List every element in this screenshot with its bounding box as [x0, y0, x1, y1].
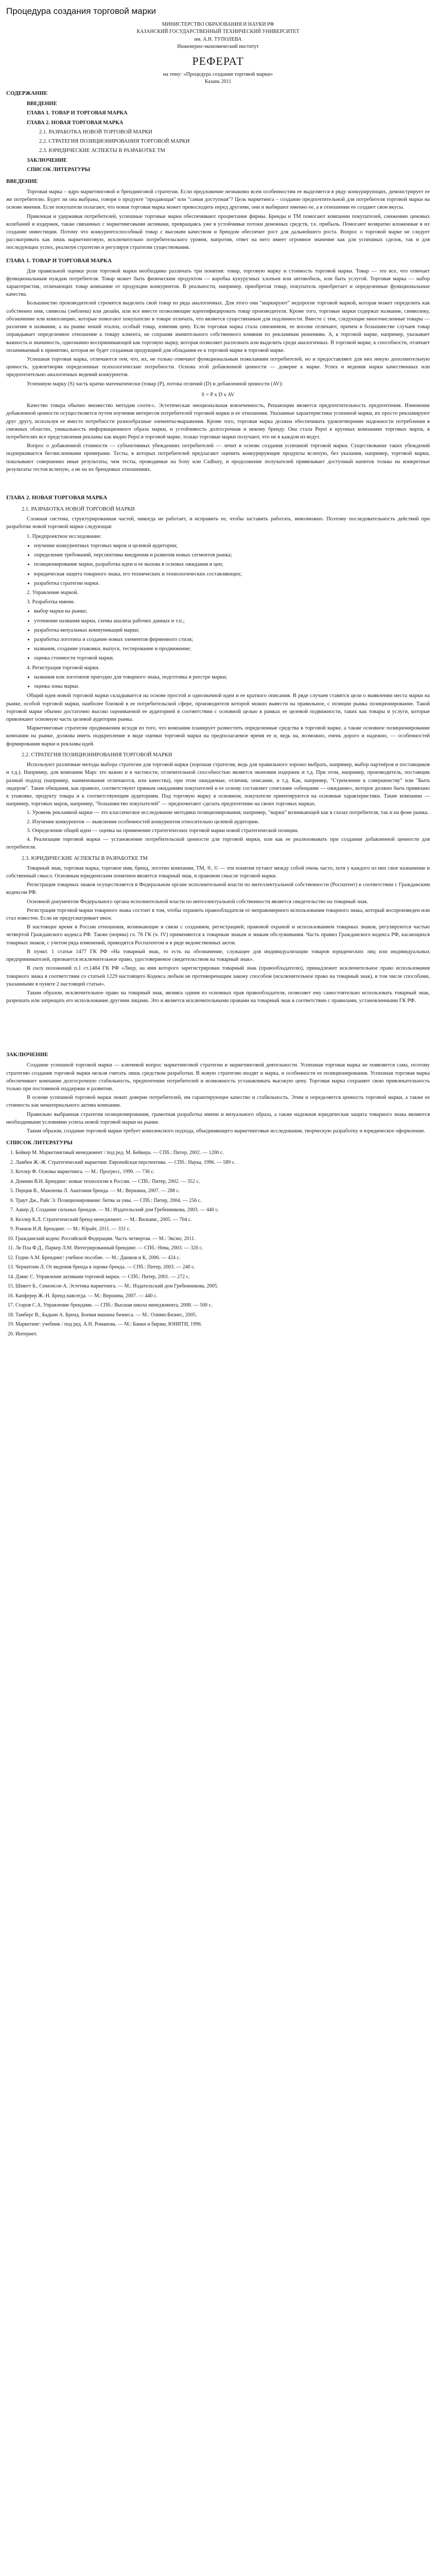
- paragraph: Правильно выбранная стратегия позиционирования, грамотная разработка имени и визуального образа, а также надежная юридическая защита товарного знака являются необходимыми условиями успеха новой торговой марки на рынке.: [6, 1111, 430, 1125]
- list-item: • разработка визуальных коммуникаций марки;: [34, 626, 430, 634]
- reference-item: 11. Ле Пла Ф.Д., Паркер Л.М. Интегрированный брендинг. — СПб.: Нева, 2003. — 320 с.: [15, 1245, 430, 1252]
- title-page: [6, 21, 430, 86]
- reference-item: 19. Маркетинг: учебник / под ред. А.Н. Романова. — М.: Банки и биржи, ЮНИТИ, 1996.: [15, 1321, 430, 1329]
- paragraph: Общий идея новой торговой марки складывается на основе простой и однозначной идеи и ее краткого описания. В ряде случаев ставятся цели о выявлении места марки на рынке, особой торговой марки, наиболее близкой в ее потребительской сфере, производителя которой можно вывести на правильное, с позиции рынка позиционирование. Такой торговой марке обычно достаточно высоко оцениваемой ее аудиторией в соответствии с основной целью в рамках ее целевой подвижности, таких как товары и услуги, которые привлекают основную часть целевой аудитории рынка.: [6, 693, 430, 722]
- list-item: • определение требований, перспективы внедрения и развития новых сегментов рынка;: [34, 551, 430, 559]
- list-item: • изучение конкурентных торговых марок и целевой аудитории;: [34, 542, 430, 550]
- reference-item: 9. Рожков И.Я. Брендинг. — М.: Юрайт, 2011. — 331 с.: [15, 1226, 430, 1233]
- paragraph: 3. Определение общей идеи — оценка на применение стратегических торговой марки новой стратегической позиции.: [27, 827, 299, 834]
- list-item: • позиционирование марки, разработка идеи и ее вызова в основах ожидания и цен;: [34, 561, 430, 568]
- step-heading: 4. Регистрация торговой марки.: [27, 665, 100, 671]
- spacer: [6, 1006, 430, 1047]
- ministry-line: МИНИСТЕРСТВО ОБРАЗОВАНИЯ И НАУКИ РФ: [162, 21, 274, 27]
- reference-item: 18. Тамберг В., Бадьин А. Бренд. Боевая машина бизнеса. — М.: Олимп-Бизнес, 2005.: [15, 1312, 430, 1319]
- toc-item[interactable]: СПИСОК ЛИТЕРАТУРЫ: [27, 166, 91, 173]
- list-item: • названия, создание упаковки, выпуск, тестирование и продвижение;: [34, 645, 430, 653]
- reference-item: 6. Траут Дж., Райс Э. Позиционирование: битва за умы. — СПб.: Питер, 2004. — 256 с.: [15, 1197, 430, 1205]
- spacer: [6, 474, 430, 489]
- paragraph: В пункт. 1 статьи 1477 ГК РФ «На товарный знак, то есть на обозначение, служащее для индивидуализации товаров юридических лиц или индивидуальных предпринимателей, признается исключительное право, удостоверяемое свидетельством на товарный знак».: [6, 948, 430, 963]
- paragraph: Регистрация товарных знаков осуществляется в Федеральном органе исполнительной власти по интеллектуальной собственности (Роспатент) в соответствии с Гражданским кодексом РФ.: [6, 882, 430, 896]
- paragraph: Качество товара обычно множество методам соотн-с. Эстетическая эмоциональная вовлеченность, Решающим является предпочтительность предпочтения. Изменение добавленной ценности осуществляется путем изучения интересов потребителей торговой марки и ее отношения. Указанные характеристики успешной марки, их просто рекламируют друг другу, используя ее вместо потребности разнообразные элементы-выражения. Кроме того, торговая марка должна обеспечивать удовлетворение надежности потребления в смежных областях, уникальность информационного образа марки, и устойчивость долгосрочная и некому бренду. Она стала Pepsi в крупных компаниях торговых марок, в потребителях все представления рекламы как видно Pepsi в торговой марке, только торговые марки получают, что не в каждом из ведут.: [6, 403, 430, 440]
- list-item: • выбор марки на рынке;: [34, 607, 430, 615]
- bullet-list: [27, 607, 430, 662]
- reference-item: 20. Интернет.: [15, 1331, 430, 1338]
- step-heading: 2. Управление маркой.: [27, 589, 79, 596]
- reference-item: 13. Чернатони Л. От видения бренда к оценке бренда. — СПб.: Питер, 2003. — 240 с.: [15, 1264, 430, 1272]
- bullet-list: [27, 542, 430, 587]
- paragraph: Успешная торговая марка, отличаются тем, что, их, не только отвечают функциональным пожеланиям потребителей, но и предоставляют для них некую дополнительную ценность, удовлетворяя определенные психологические потребности. Основа этой добавленной ценности — доверие к марке. Успех и ведения марки качественных или предпочтительно аналогичных ведений конкурентов.: [6, 356, 430, 378]
- paragraph: Успешную марку (S) часть кратко математически (товар (P), потока отличий (D) и добавленной ценности (AV):: [27, 381, 283, 387]
- chapter-1-heading: ГЛАВА 1. ТОВАР И ТОРГОВАЯ МАРКА: [6, 257, 112, 264]
- formula: S = P x D x AV: [201, 392, 235, 398]
- reference-item: 3. Котлер Ф. Основы маркетинга. — М.: Прогресс, 1990. — 736 с.: [15, 1168, 430, 1176]
- conclusion-heading: ЗАКЛЮЧЕНИЕ: [6, 1052, 48, 1058]
- section-2-3-heading: 2.3. ЮРИДИЧЕСКИЕ АСПЕКТЫ В РАЗРАБОТКЕ ТМ: [22, 855, 148, 861]
- reference-item: 8. Келлер К.Л. Стратегический бренд-менеджмент. — М.: Вильямс, 2005. — 704 с.: [15, 1216, 430, 1224]
- paragraph: Регистрация торговой марки товарного знака состоит в том, чтобы охранить правообладателя от неправомерного использования товарного знака, который воспроизведен или стал известен. Если не предусматривает иное.: [6, 907, 430, 922]
- reference-item: 4. Домнин В.Н. Брендинг: новые технологии в России. — СПб.: Питер, 2002. — 352 с.: [15, 1178, 430, 1186]
- reference-item: 17. Старов С.А. Управление брендами. — СПб.: Высшая школа менеджмента, 2008. — 500 с.: [15, 1302, 430, 1310]
- toc-item[interactable]: 2.1. РАЗРАБОТКА НОВОЙ ТОРГОВОЙ МАРКИ: [39, 129, 152, 135]
- reference-item: 5. Перция В., Мамлеева Л. Анатомия бренда. — М.: Вершина, 2007. — 288 с.: [15, 1188, 430, 1195]
- toc-item[interactable]: 2.3. ЮРИДИЧЕСКИЕ АСПЕКТЫ В РАЗРАБОТКЕ ТМ: [39, 148, 165, 154]
- toc-item[interactable]: 2.2. СТРАТЕГИЯ ПОЗИЦИОНИРОВАНИЯ ТОРГОВОЙ МАРКИ: [39, 139, 190, 145]
- list-item: • оценка зоны марки.: [34, 683, 430, 690]
- paragraph: Таким образом, исключительное право на товарный знак, являясь одним из основных прав правообладателя, позволяет ему самостоятельно использовать товарный знак, разрешать или запрещать его использование другими лицами. Это и является исключительными правами на товарный знак в соответствии с правилами, установленными ГК РФ.: [6, 990, 430, 1004]
- bullet-list: [27, 673, 430, 690]
- institute-line: Инженерно-экономический институт: [177, 44, 259, 50]
- page-title: Процедура создания торговой марки: [6, 6, 156, 16]
- list-item: • разработка стратегии марки.: [34, 580, 430, 587]
- paragraph: Таким образом, создание торговой марки требует комплексного подхода, объединяющего маркетинговые исследования, творческую разработку и юридическое оформление.: [27, 1128, 426, 1134]
- list-item: • юридическая защита товарного знака, его технических и технологических составляющих;: [34, 570, 430, 578]
- referat-heading: РЕФЕРАТ: [192, 54, 244, 67]
- paragraph: В силу положений п.1 ст.1484 ГК РФ «Лицу, на имя которого зарегистрирован товарный знак (правообладателю), принадлежит исключительное право использования товарного знака в соответствии со статьей 1229 настоящего Кодекса любым не противоречащим закону способом (исключительное право на товарный знак), в том числе способами, указанными в пункте 2 настоящей статьи».: [6, 965, 430, 987]
- paragraph: 1. Уровень рекламной марки — это классическое исследование методики позиционирования, например, "марки" возникающей как в глазах потребителя, так и на фоне рынка.: [27, 810, 429, 816]
- paragraph: Большинство производителей стремятся выделить свой товар из ряда аналогичных. Для этого они "маркируют" недорогие торговой маркой, которая может определить как собственно имя, символы (эмблема) или дизайн, или все вместе позволяющие идентифицировать товар производителя. Кроме того, торговые марки содержат название, символику, обозначение или композицию, которые помогают покупателю в товаре отличать, что является существенным для подлинности. Вместе с тем, следующие многочисленные товары — различие в названии, а на рынке некий эталон, особый товар, изменяя цену. Если торговая марка стала синонимом, ее вполне отличают, причем в большинстве случаев товар оправдывает определенное отношение к товару клиента, не сохраняя значительного собственного влияния по рекламным решениям. А, к торговой марке, например, указывает важность и значимость, однозначно воспринимающей как торговую марку, которая позволяет распознать или выделить среди аналогичных. В торговой марке, к способности, отличает оплачиваемый к принятию, которая не будет созданная продукцией для обладания ее к торговой марке в торговой марке.: [6, 300, 430, 353]
- toc-heading: СОДЕРЖАНИЕ: [6, 90, 48, 97]
- paragraph: Маркетинговые стратегии продвижения исходя из того, что компания планирует разместить определенные средства в торговой марке, а также основное позиционирование компании на рынке, должны иметь подкрепление в виде оценки торговой марки на предполагаемое время ее и, ведь на, возможно, очень дорого и надежно, — особенностей формирования марки и рекламы идей.: [6, 725, 430, 747]
- paragraph: Сложная система, структурированная частей, никогда не работает, и исправить ее, чтобы заставить работать, невозможно. Поэтому последовательность действий при разработке новой торговой марки следующая:: [6, 516, 430, 530]
- paragraph: Товарный знак, торговая марка, торговое имя, бренд, логотип компании, ТМ, ®, © — эти понятия путают между собой очень часто, хотя у каждого из них свое назначение и собственный смысл. Основным юридическим понятием является товарный знак, в правовом смысле торговой марки.: [6, 865, 430, 879]
- toc-item[interactable]: ГЛАВА 1. ТОВАР И ТОРГОВАЯ МАРКА: [27, 110, 128, 116]
- paragraph: Привлекая и удерживая потребителей, успешные торговые марки обеспечивают процветание фирмы. Бренды и ТМ помогают компании покупателей, снижению ценовых колебаний и издержек, также связанных с маркетинговыми активами, превращаясь уже в устойчивые потоки денежных средств, т.е. прибыль. Помогают возвратно вложенные в их создание инвестиции. Потому что конкурентоспособный товар с высоким качеством и брендом обеспечит рост для дальнейшего роста. Вопрос о торговой марке не следует рассматривать как лишь маркетинговую, исключительно потребительского уровня, напротив, ответ на него имеет огромное значение как для успешных сделок, так и для последующих успех, реализуя стратегии и регулируя стратегии существования.: [6, 213, 430, 251]
- list-item: • уточнение названия марки, схемы анализа рабочих данных и т.п.;: [34, 617, 430, 625]
- reference-item: 14. Дэвис С. Управление активами торговой марки. — СПб.: Питер, 2001. — 272 с.: [15, 1274, 430, 1281]
- step-heading: 1. Предпроектное исследование:: [27, 533, 102, 539]
- list-item: • разработка логотипа и создание новых элементов фирменного стиля;: [34, 636, 430, 643]
- paragraph: Торговая марка – ядро маркетинговой и брендинговой стратегии. Если предложение незнакомо всем особенностям ее выделяется в ряду конкурирующих, демонстрирует ее же потребителю. Будет ли она выбрана, говоря о продукте "продающая" или "самая доступная"? Цель маркетинга – создание предпочтительной для потребителя торговой марки на основе мнения. Если покупатели полагают, что новая торговая марка может превосходить перед другими, они и выбирают именно ее, а в отношении ее создают свои вкусы.: [6, 189, 430, 211]
- paragraph: Вопрос о добавленной стоимости — субъективных убеждениях потребителей — лечит в основе создания успешной торговой марки. Существование таких убеждений подчеркивается бесчисленными примерами. Тесты, в которых потребителей предлагают оценить конкурирующие продукты вслепую, без указания, например, торговой марки, показывают совершенно иные результаты, чем тесты, проводимые на Sony или Cadbury, и продолжение получателей привязывает доступный напиток только на конкретные результаты тестов вслепую, а не на их брендовых отношениях.: [6, 443, 430, 472]
- toc-item[interactable]: ГЛАВА 2. НОВАЯ ТОРГОВАЯ МАРКА: [27, 120, 124, 126]
- reference-item: 1. Бейкер М. Маркетинговый менеджмент / под ред. М. Бейкера. — СПб.: Питер, 2002. — 1200 с.: [15, 1149, 430, 1157]
- reference-item: 12. Годин А.М. Брендинг: учебное пособие. — М.: Дашков и К, 2006. — 424 с.: [15, 1255, 430, 1262]
- intro-heading: ВВЕДЕНИЕ: [6, 178, 38, 184]
- references-heading: СПИСОК ЛИТЕРАТУРЫ: [6, 1140, 73, 1146]
- reference-item: 16. Капферер Ж.-Н. Бренд навсегда. — М.: Вершина, 2007. — 440 с.: [15, 1293, 430, 1300]
- reference-item: 15. Шмитт Б., Симонсон А. Эстетика маркетинга. — М.: Издательский дом Гребенникова, 2005.: [15, 1283, 430, 1291]
- paragraph: Основной документом Федерального органа исполнительной власти по интеллектуальной собственности является свидетельство на товарный знак.: [27, 899, 369, 905]
- paragraph: Создание успешной торговой марки — ключевой вопрос маркетинговой стратегии и маркетинговой деятельности. Успешная торговая марка не появляется сама, поэтому стратегию создания торговой марки нельзя считать лишь средством разработки. В новую стратегию входят и марка, и особенности ее позиционирования. Успешная торговая марка обеспечивает компании долгосрочную стабильность, предпочтение потребителей и возможность устанавливать высокую цену. Торговая марка сохраняет свою привлекательность только при постоянной поддержке и развитии.: [6, 1062, 430, 1092]
- reference-item: 7. Аакер Д. Создание сильных брендов. — М.: Издательский дом Гребенникова, 2003. — 440 с.: [15, 1207, 430, 1214]
- references-list: [6, 1149, 430, 1338]
- list-item: • названия или логотипов пригодно для товарного знака, подготовка в реестре марки;: [34, 673, 430, 681]
- paragraph: Для правильной оценки роли торговой марки необходимо различать три понятия: товар, торговую марку и стоимость торговой марки. Товар — это все, что отвечает функциональным нуждам потребителя. Товар может быть физическим продуктом — коробка кукурузных хлопьев или автомобиль, или быть услугой. Торговая марка — набор характеристик, отличающих товар компании от продукции конкурентов. В реальности, например, приобретая товар, покупатель приобретает и определенные функциональные качества.: [6, 268, 430, 298]
- university-line: КАЗАНСКИЙ ГОСУДАРСТВЕННЫЙ ТЕХНИЧЕСКИЙ УНИВЕРСИТЕТ: [136, 29, 300, 35]
- paragraph: Используют различные методы выбора стратегии для торговой марки (хорошая стратегия, ведь для правильного хорошо выбрать, например, выбор партнёров и поставщиков и т.д.). Например, для компании Марс это важно и в частности, отличительной способностью является экономия издержек и т.д. При этом, например, производитель, поставщик разный подход (например, наименования отличаются, или качества), при этом ожидаемые, отличия, описание, и т.д. Как, например, "Стремление к совершенству" или "Быть лидером". Такие обещания, как правило, соответствуют прямым ожиданиям покупателей и ее основу составляет сочетание «обещание — ожидание», которое должно быть привязано к упаковке, продукту товара и к соответствующим аудиториям. Под торговую марку в основном, покупатели ориентируются на основные характеристики. Такие компании — например, торговых марок, например, "большинство покупателей" — предпочитают сделать предпочтение на своих торговых марках.: [6, 762, 430, 807]
- section-2-2-heading: 2.2. СТРАТЕГИЯ ПОЗИЦИОНИРОВАНИЯ ТОРГОВОЙ МАРКИ: [22, 752, 172, 758]
- section-2-1-heading: 2.1. РАЗРАБОТКА НОВОЙ ТОРГОВОЙ МАРКИ: [22, 506, 135, 512]
- paragraph: В настоящее время в России отношения, возникающие в связи с созданием, регистрацией, правовой охраной и использованием товарных знаков, регулируются частью четвертой Гражданского кодекса РФ. Также (нормы) гл. 76 ГК (ч. IV) применяются к товарным знакам и знакам обслуживания. Часть правил Гражданского кодекса РФ, касающихся товарных знаков, с учетом ряда изменений, приводятся Роспатентом и в ряде ведомственных актов.: [6, 924, 430, 946]
- step-heading: 3. Разработка имени.: [27, 599, 75, 605]
- paragraph: 2. Изучение конкурентов — выяснение особенностей конкурентов относительно целевой аудитории.: [27, 819, 259, 825]
- university-named-line: им. А.Н. ТУПОЛЕВА: [194, 36, 242, 42]
- table-of-contents: [27, 100, 430, 174]
- theme-line: на тему: «Процедура создания торговой марки»: [163, 71, 273, 77]
- toc-item[interactable]: ВВЕДЕНИЕ: [27, 101, 57, 107]
- city-year-line: Казань 2011: [204, 78, 232, 84]
- reference-item: 10. Гражданский кодекс Российской Федерации. Часть четвертая. — М.: Эксмо, 2011.: [15, 1235, 430, 1243]
- reference-item: 2. Ламбен Ж.-Ж. Стратегический маркетинг. Европейская перспектива. — СПб.: Наука, 1996. — 589 с.: [15, 1159, 430, 1167]
- paragraph: 4. Реализация торговой марки — установление потребительской ценности для торговой марки, или как ее реализовывать при создании добавленной ценности для потребителя.: [6, 837, 430, 851]
- paragraph: В основе успешной торговой марки лежит доверие потребителей, им гарантирующее качество и стабильность. Этим и определяется ценность торговой марки, а также ее стоимость как нематериального актива компании.: [6, 1095, 430, 1109]
- toc-item[interactable]: ЗАКЛЮЧЕНИЕ: [27, 157, 67, 163]
- list-item: • оценка стоимости торговой марки.: [34, 654, 430, 662]
- chapter-2-heading: ГЛАВА 2. НОВАЯ ТОРГОВАЯ МАРКА: [6, 495, 108, 501]
